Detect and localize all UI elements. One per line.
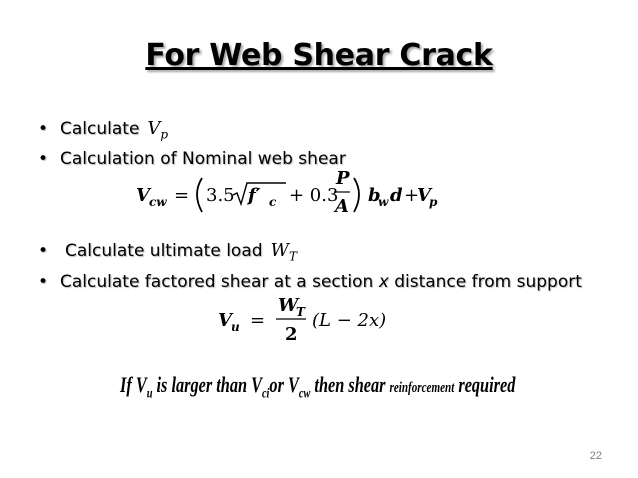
- eq-vcw-lhs: V: [136, 185, 150, 206]
- eq-vcw-vp-sub: p: [429, 195, 438, 209]
- equation-vu: [218, 294, 388, 348]
- eq-vu-lhs: V: [218, 310, 232, 331]
- eq-vcw-bw-sub: w: [378, 195, 389, 209]
- var-vp: $V_p$: [147, 118, 169, 142]
- eq-vcw-plus1: + 0.3: [289, 185, 339, 206]
- eq-vcw-num: P: [336, 168, 350, 189]
- bullet-text: Calculation of Nominal web shear: [60, 149, 346, 169]
- eq-vu-rest: (L − 2x): [312, 310, 387, 331]
- eq-vu-den: 2: [285, 324, 298, 345]
- eq-vcw-vp: V: [417, 185, 431, 206]
- right-paren-shape: [354, 178, 359, 212]
- bullet-nominal-web-shear: [38, 149, 346, 169]
- bullet-dot: •: [38, 272, 49, 292]
- eq-vcw-plus2: +: [404, 185, 420, 206]
- eq-vcw-den: A: [335, 196, 349, 217]
- eq-vcw-f: f′: [248, 185, 261, 206]
- bullet-text: Calculate ultimate load: [65, 241, 263, 261]
- eq-vu-equals: =: [250, 310, 266, 331]
- bullet-dot: •: [38, 119, 49, 139]
- eq-vu-num-sub: T: [296, 305, 305, 319]
- page-number: 22: [589, 450, 602, 462]
- shear-condition-statement: If $V_u$ is larger than $V_{ci}or$ $V_{cw}$ then shear reinforcement required: [120, 372, 516, 402]
- eq-vcw-d: d: [390, 185, 403, 206]
- eq-vcw-lhs-sub: cw: [149, 195, 167, 209]
- eq-vcw-bw: b: [368, 185, 381, 206]
- bullet-x-italic: x: [378, 272, 389, 292]
- bullet-text: Calculate: [60, 119, 140, 139]
- bullet-text-after: distance from support: [388, 272, 582, 292]
- equation-vcw: [136, 168, 436, 220]
- slide-title: For Web Shear Crack: [145, 38, 493, 73]
- bullet-dot: •: [38, 241, 49, 261]
- bullet-factored-shear: [38, 272, 582, 292]
- bullet-calculate-vp: [38, 118, 168, 142]
- eq-vcw-equals: =: [174, 185, 190, 206]
- left-paren-shape: [197, 178, 202, 212]
- eq-vcw-f-sub: c: [269, 195, 277, 209]
- eq-vu-lhs-sub: u: [231, 320, 240, 334]
- bullet-text: Calculate factored shear at a section: [60, 272, 379, 292]
- eq-vu-num: W: [278, 295, 299, 316]
- bullet-dot: •: [38, 149, 49, 169]
- var-wt: $W_T$: [270, 240, 298, 264]
- eq-vcw-coef1: 3.5: [206, 185, 235, 206]
- bullet-ultimate-load: [38, 240, 297, 264]
